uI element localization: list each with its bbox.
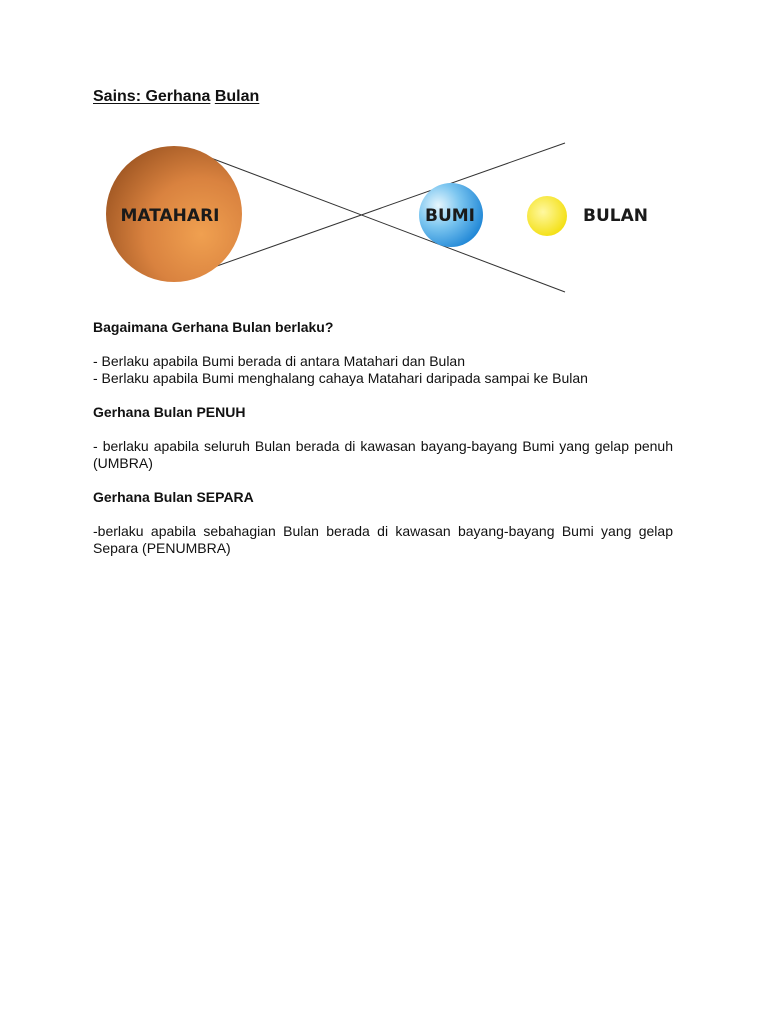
partial-eclipse-text: -berlaku apabila sebahagian Bulan berada di kawasan bayang-bayang Bumi yang gelap Separa (PENUMBRA) (93, 523, 673, 556)
lunar-eclipse-diagram (90, 130, 670, 310)
partial-eclipse-heading: Gerhana Bulan SEPARA (93, 489, 254, 505)
how-heading: Bagaimana Gerhana Bulan berlaku? (93, 319, 334, 335)
sun-label: MATAHARI (120, 206, 220, 226)
moon-label: BULAN (583, 206, 648, 226)
title-part-1: Sains: Gerhana (93, 88, 211, 105)
full-eclipse-text: - berlaku apabila seluruh Bulan berada di kawasan bayang-bayang Bumi yang gelap penuh (UMBRA) (93, 438, 673, 471)
earth-label: BUMI (424, 206, 476, 226)
page-title (93, 87, 259, 107)
lower-tangent-line (200, 143, 565, 272)
upper-tangent-line (195, 152, 565, 292)
how-line-1: - Berlaku apabila Bumi berada di antara Matahari dan Bulan (93, 353, 466, 369)
moon-circle (527, 196, 567, 236)
how-line-2: - Berlaku apabila Bumi menghalang cahaya Matahari daripada sampai ke Bulan (93, 370, 588, 386)
title-part-2: Bulan (214, 88, 260, 105)
full-eclipse-heading: Gerhana Bulan PENUH (93, 404, 246, 420)
document-body (93, 319, 673, 557)
